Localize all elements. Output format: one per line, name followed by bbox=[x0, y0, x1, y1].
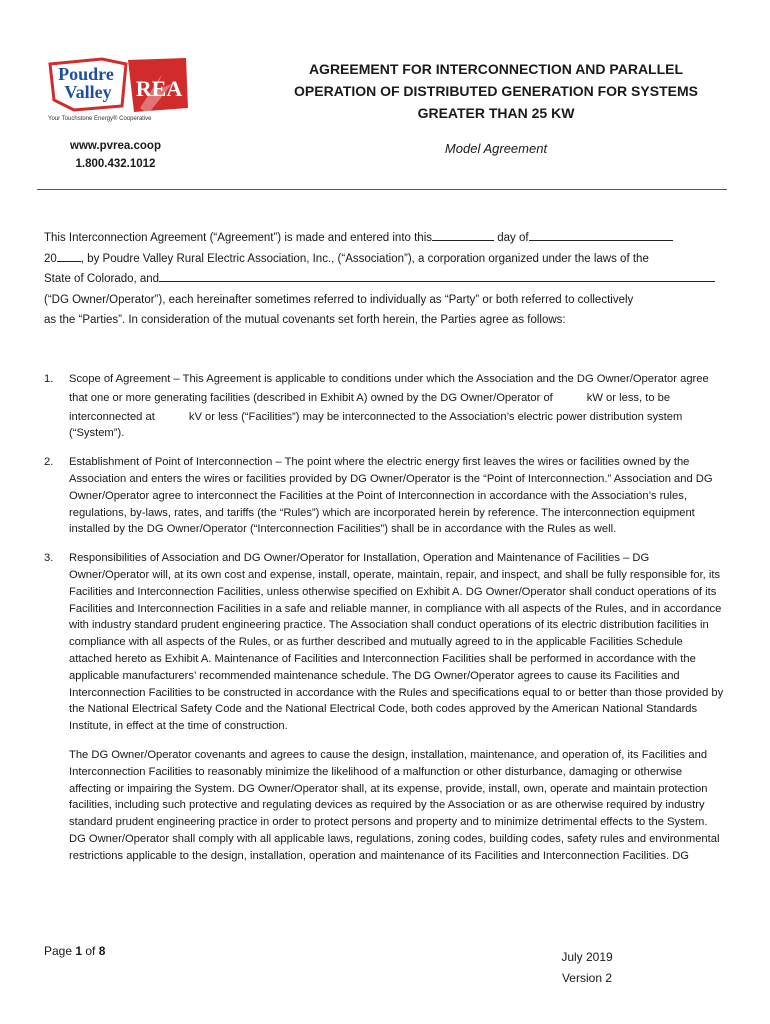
title-line-2: OPERATION OF DISTRIBUTED GENERATION FOR SYSTEMS bbox=[294, 83, 698, 99]
kv-blank[interactable] bbox=[155, 407, 189, 420]
revision-version: Version 2 bbox=[561, 971, 613, 985]
page-current: 1 bbox=[75, 944, 83, 958]
logo-line2: Valley bbox=[64, 82, 112, 102]
contact-block bbox=[48, 137, 183, 173]
section-2 bbox=[44, 454, 726, 538]
intro-text: This Interconnection Agreement (“Agreement”) is made and entered into this bbox=[44, 232, 433, 244]
section-3 bbox=[44, 550, 726, 735]
year-blank[interactable] bbox=[57, 249, 81, 262]
day-blank[interactable] bbox=[432, 228, 494, 241]
intro-paragraph bbox=[44, 228, 724, 331]
logo-line1: Poudre bbox=[58, 64, 114, 84]
section-text: kW or less, to be interconnected at bbox=[69, 391, 671, 423]
section-text: Establishment of Point of Interconnection – The point where the electric energy first leaves the wires or facilities owned by the Association and enters the wires or facilities provided by DG Owner/Operator is the “Point of Interconnection.” Association and DG Owner/Operator agree to interconnect the Facilities at the Point of Interconnection in accordance with the Association’s rules, regulations, by-laws, rates, and tariffs (the “Rules”) which are incorporated herein by reference. The interconnection equipment installed by the DG Owner/Operator (“Interconnection Facilities”) shall be in accordance with the Rules as well. bbox=[69, 456, 713, 536]
header-divider bbox=[37, 189, 727, 190]
page-prefix: Page bbox=[44, 944, 76, 958]
revision-date: July 2019 bbox=[561, 950, 613, 964]
section-text: Scope of Agreement – This Agreement is applicable to conditions under which the Association and the DG Owner/Operator agree that one or more generating facilities (described in Exhibit A) owned by the DG Owner/Operator of bbox=[69, 373, 709, 404]
section-number: 1. bbox=[44, 373, 54, 385]
title-line-1: AGREEMENT FOR INTERCONNECTION AND PARALLEL bbox=[308, 61, 684, 77]
intro-text: day of bbox=[494, 232, 529, 244]
phone-number: 1.800.432.1012 bbox=[75, 158, 156, 170]
month-blank[interactable] bbox=[529, 228, 673, 241]
logo-graphic bbox=[44, 56, 194, 118]
agreement-sections bbox=[44, 371, 726, 865]
website-link[interactable]: www.pvrea.coop bbox=[70, 140, 161, 152]
section-3-continued: The DG Owner/Operator covenants and agrees to cause the design, installation, maintenance, and operation of, its Facilities and Interconnection Facilities to reasonably minimize the likelihood of a malfunction or other disturbance, damaging or otherwise affecting or impairing the System. DG Owner/Operator shall, at its expense, provide, install, own, operate and maintain protection facilities, including such protective and regulating devices as required by the Association or as are otherwise required by industry standard prudent engineering practice in order to protect persons and property and to minimize detrimental effects to the System. DG Owner/Operator shall comply with all applicable laws, regulations, zoning codes, building codes, safety rules and environmental restrictions applicable to the design, installation, operation and maintenance of its Facilities and Interconnection Facilities. DG bbox=[69, 748, 720, 862]
section-number: 3. bbox=[44, 552, 54, 565]
logo-mark: REA bbox=[135, 76, 183, 101]
page-of: of bbox=[82, 944, 99, 958]
owner-name-blank[interactable] bbox=[159, 269, 715, 282]
page-number bbox=[44, 944, 105, 958]
section-number: 2. bbox=[44, 456, 54, 469]
section-1 bbox=[44, 371, 726, 442]
intro-line: (“DG Owner/Operator”), each hereinafter sometimes referred to individually as “Party” or both referred to collectively bbox=[44, 293, 634, 306]
document-subtitle: Model Agreement bbox=[444, 141, 548, 156]
intro-line bbox=[44, 228, 724, 249]
intro-text: State of Colorado, and bbox=[44, 273, 160, 285]
intro-line bbox=[44, 269, 724, 290]
section-text: Responsibilities of Association and DG Owner/Operator for Installation, Operation and Maintenance of Facilities – DG Owner/Operator will, at its own cost and expense, install, operate, maintain, repair, and inspect, and shall be fully responsible for, its Facilities and Interconnection Facilities, unless otherwise specified on Exhibit A. DG Owner/Operator shall conduct operations of its Facilities and Interconnection Facilities in a safe and reliable manner, in compliance with all aspects of the Rules, and in accordance with industry standard prudent engineering practice. The Association shall conduct operations of its electric distribution facilities in compliance with all aspects of the Rules, or as further described and mutually agreed to in the applicable Facilities Schedule attached hereto as Exhibit A. Maintenance of Facilities and Interconnection Facilities shall be performed in accordance with the applicable manufacturers’ recommended maintenance schedule. The DG Owner/Operator agrees to cause its Facilities and Interconnection Facilities to be constructed in accordance with the Rules and specifications equal to or better than those provided by the National Electrical Safety Code and the National Electrical Code, both codes approved by the American National Standards Institute, in effect at the time of construction. bbox=[69, 552, 724, 733]
document-title bbox=[270, 58, 722, 124]
revision-info bbox=[559, 947, 615, 989]
kw-blank[interactable] bbox=[553, 388, 587, 401]
intro-text: , by Poudre Valley Rural Electric Association, Inc., (“Association”), a corporation organized under the laws of the bbox=[80, 252, 649, 265]
logo-tagline: Your Touchstone Energy® Cooperative bbox=[48, 116, 152, 122]
intro-line: as the “Parties”. In consideration of the mutual covenants set forth herein, the Parties agree as follows: bbox=[44, 314, 566, 326]
title-line-3: GREATER THAN 25 KW bbox=[417, 105, 575, 121]
section-text: kV or less (“Facilities”) may be interconnected to the Association’s electric power distribution system (“System”). bbox=[69, 410, 683, 440]
intro-line bbox=[44, 249, 724, 270]
page-total: 8 bbox=[98, 944, 106, 958]
intro-text: 20 bbox=[44, 252, 57, 265]
